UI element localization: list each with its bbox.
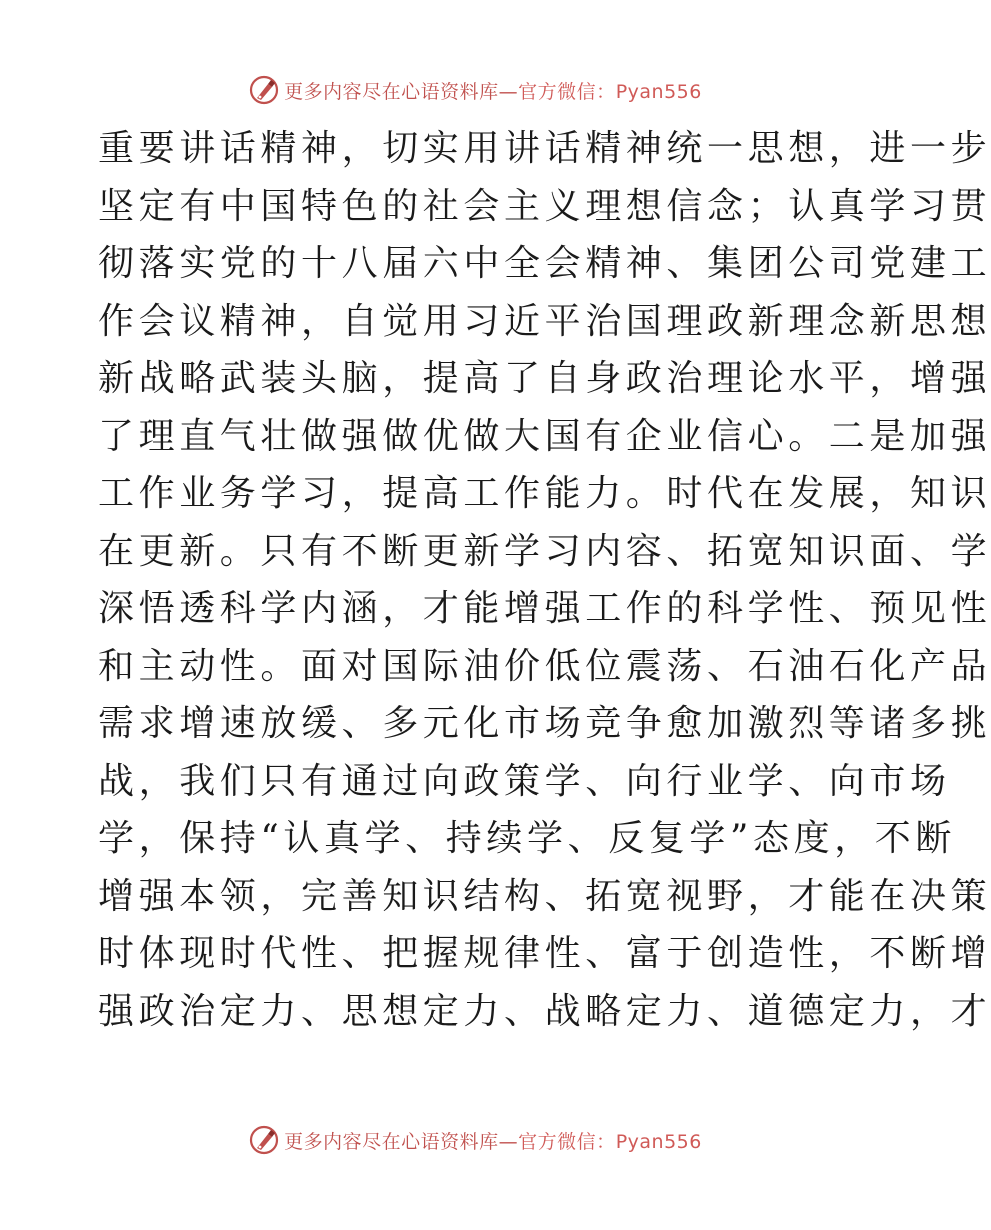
body-line: 强政治定力、思想定力、战略定力、道德定力，才 [98,990,991,1032]
footer-site-text: 更多内容尽在心语资料库 [284,1130,499,1153]
footer-banner [0,1120,950,1160]
body-line: 学，保持“认真学、持续学、反复学”态度，不断 [98,818,957,859]
footer-wechat-label: 官方微信： [518,1130,616,1153]
body-line: 深悟透科学内涵，才能增强工作的科学性、预见性 [98,588,991,629]
body-line: 战，我们只有通过向政策学、向行业学、向市场 [98,760,951,802]
pen-nib-logo-icon [248,1124,280,1156]
footer-text [284,1127,702,1154]
body-line: 需求增速放缓、多元化市场竞争愈加激烈等诸多挑 [98,703,991,744]
footer-wechat-id: Pyan556 [615,1130,702,1153]
body-line: 工作业务学习，提高工作能力。时代在发展，知识 [98,473,991,514]
header-banner [0,70,950,110]
body-line: 了理直气壮做强做优做大国有企业信心。二是加强 [98,415,991,457]
header-site-text: 更多内容尽在心语资料库 [284,80,499,103]
body-line: 在更新。只有不断更新学习内容、拓宽知识面、学 [98,530,991,572]
body-line: 坚定有中国特色的社会主义理想信念；认真学习贯 [98,185,991,227]
header-separator: — [498,80,519,103]
header-wechat-label: 官方微信： [518,80,616,103]
body-line: 和主动性。面对国际油价低位震荡、石油石化产品 [98,645,991,687]
body-line: 重要讲话精神，切实用讲话精神统一思想，进一步 [98,128,991,169]
body-line: 时体现时代性、把握规律性、富于创造性，不断增 [98,933,991,974]
body-line: 增强本领，完善知识结构、拓宽视野，才能在决策 [98,875,991,917]
body-line: 作会议精神，自觉用习近平治国理政新理念新思想 [98,300,991,342]
pen-nib-logo-icon [248,74,280,106]
header-text [284,77,702,104]
body-line: 新战略武装头脑，提高了自身政治理论水平，增强 [98,358,991,399]
document-body [98,120,991,1040]
header-wechat-id: Pyan556 [615,80,702,103]
footer-separator: — [498,1130,519,1153]
body-line: 彻落实党的十八届六中全会精神、集团公司党建工 [98,243,991,284]
